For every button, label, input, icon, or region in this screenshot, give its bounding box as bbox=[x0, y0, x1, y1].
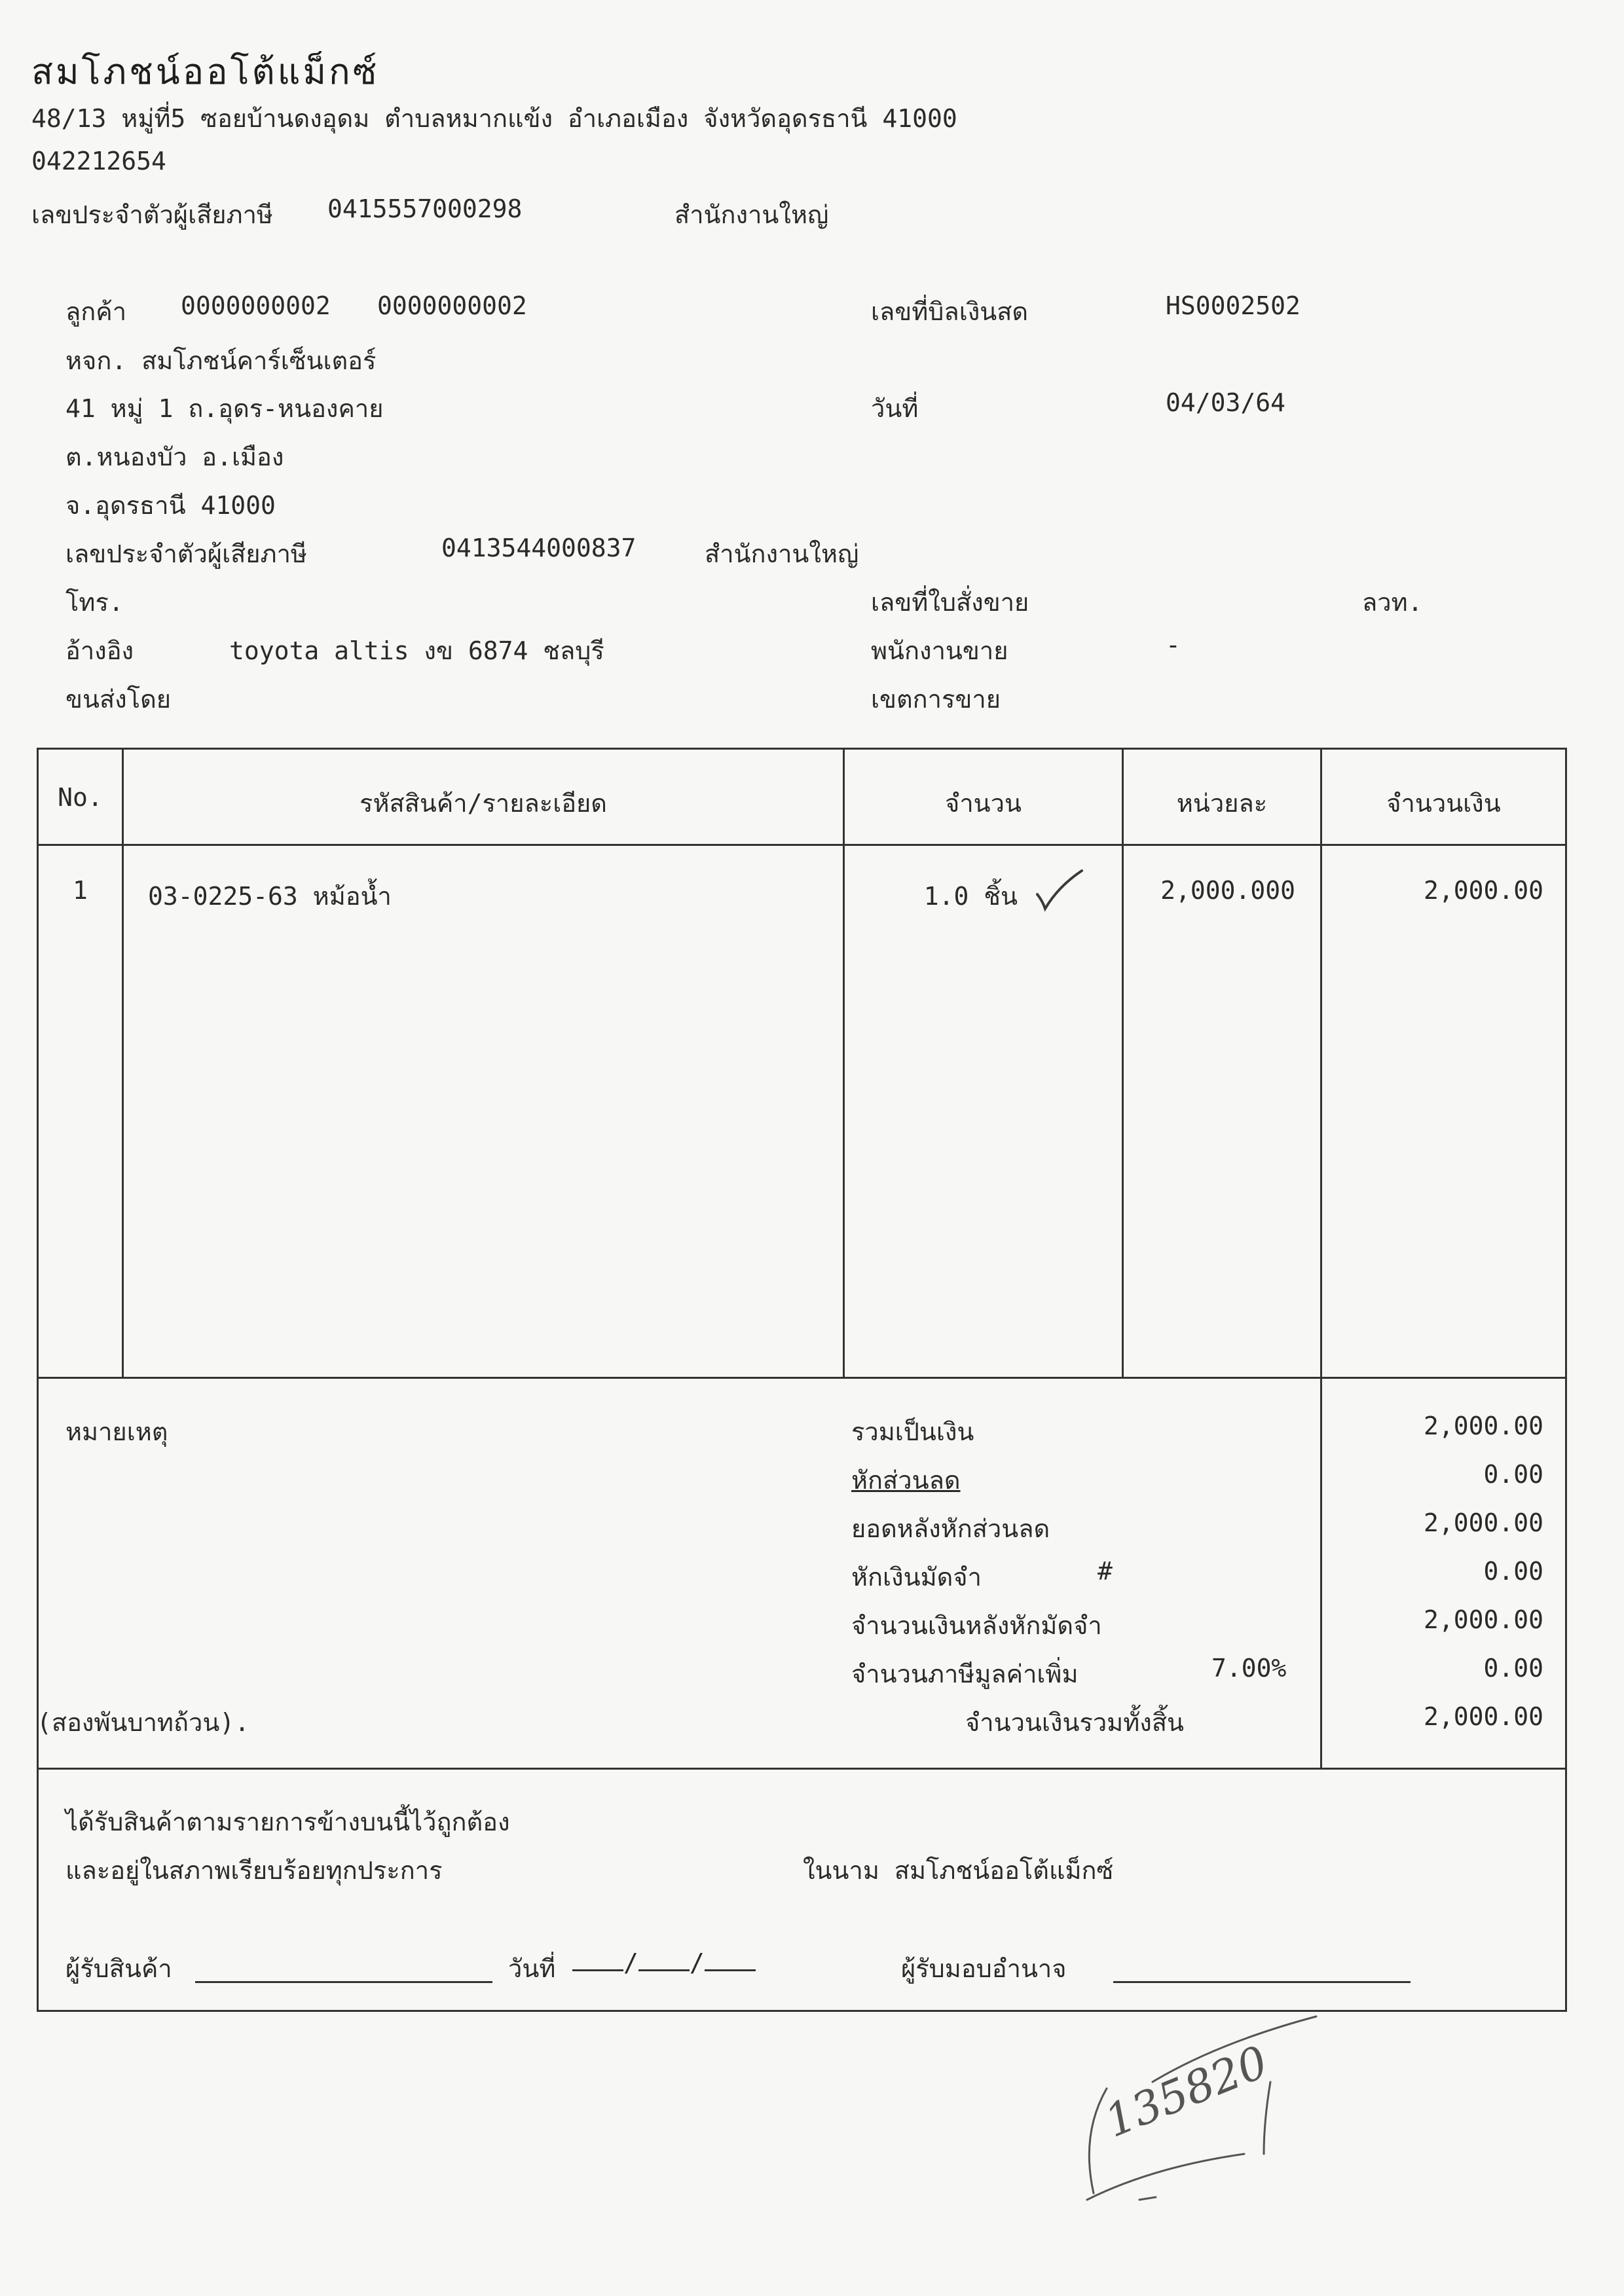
handwritten-note bbox=[1074, 2003, 1323, 2219]
customer-label: ลูกค้า bbox=[65, 297, 127, 326]
row-description: 03-0225-63 หม้อน้ำ bbox=[148, 882, 392, 911]
customer-address-2: ต.หนองบัว อ.เมือง bbox=[65, 443, 284, 471]
receiver-label: ผู้รับสินค้า bbox=[65, 1954, 172, 1983]
customer-address-3: จ.อุดรธานี 41000 bbox=[65, 491, 276, 520]
summary-label-after-discount: ยอดหลังหักส่วนลด bbox=[851, 1514, 1050, 1543]
checkmark-icon bbox=[1033, 868, 1086, 914]
svg-text:135820: 135820 bbox=[1098, 2036, 1276, 2148]
reference-value: toyota altis งข 6874 ชลบุรี bbox=[229, 636, 604, 665]
customer-code-1: 0000000002 bbox=[181, 291, 331, 320]
receive-date-blank: / / bbox=[572, 1948, 756, 1977]
summary-label-after-deposit: จำนวนเงินหลังหักมัดจำ bbox=[851, 1611, 1102, 1640]
summary-value-vat: 0.00 bbox=[1483, 1654, 1543, 1683]
amount-in-words: (สองพันบาทถ้วน). bbox=[37, 1708, 250, 1737]
bill-date-label: วันที่ bbox=[871, 394, 919, 423]
customer-branch: สำนักงานใหญ่ bbox=[705, 539, 859, 568]
summary-deposit-hash: # bbox=[1098, 1557, 1113, 1586]
summary-value-grand-total: 2,000.00 bbox=[1423, 1702, 1543, 1731]
customer-phone-label: โทร. bbox=[65, 588, 124, 617]
company-branch: สำนักงานใหญ่ bbox=[674, 200, 829, 229]
bill-date-value: 04/03/64 bbox=[1166, 388, 1286, 417]
row-no: 1 bbox=[73, 876, 88, 905]
sales-order-label: เลขที่ใบสั่งขาย bbox=[871, 588, 1029, 617]
salesperson-label: พนักงานขาย bbox=[871, 636, 1008, 665]
row-quantity: 1.0 ชิ้น bbox=[923, 882, 1018, 911]
company-phone: 042212654 bbox=[31, 147, 166, 175]
header-amount: จำนวนเงิน bbox=[1386, 789, 1501, 818]
salesperson-value: - bbox=[1166, 630, 1181, 659]
bill-no-value: HS0002502 bbox=[1166, 291, 1301, 320]
customer-tax-label: เลขประจำตัวผู้เสียภาษี bbox=[65, 539, 307, 568]
summary-value-total: 2,000.00 bbox=[1423, 1412, 1543, 1440]
company-address: 48/13 หมู่ที่5 ซอยบ้านดงอุดม ตำบลหมากแข้ง อำเภอเมือง จังหวัดอุดรธานี 41000 bbox=[31, 104, 957, 133]
header-quantity: จำนวน bbox=[945, 789, 1022, 818]
reference-label: อ้างอิง bbox=[65, 636, 134, 665]
sales-order-value: ลวท. bbox=[1362, 588, 1423, 617]
receiver-signature-line bbox=[195, 1961, 492, 1983]
authorized-label: ผู้รับมอบอำนาจ bbox=[901, 1954, 1067, 1983]
receive-date-label: วันที่ bbox=[508, 1954, 556, 1983]
customer-code-2: 0000000002 bbox=[377, 291, 527, 320]
summary-label-grand-total: จำนวนเงินรวมทั้งสิ้น bbox=[965, 1708, 1184, 1737]
header-description: รหัสสินค้า/รายละเอียด bbox=[360, 789, 607, 818]
company-name: สมโภชน์ออโต้แม็กซ์ bbox=[31, 51, 380, 92]
authorized-signature-line bbox=[1113, 1961, 1411, 1983]
on-behalf-text: ในนาม สมโภชน์ออโต้แม็กซ์ bbox=[803, 1856, 1114, 1885]
bill-no-label: เลขที่บิลเงินสด bbox=[871, 297, 1029, 326]
remark-label: หมายเหตุ bbox=[65, 1417, 168, 1446]
company-tax-id: 0415557000298 bbox=[327, 194, 523, 223]
received-text-1: ได้รับสินค้าตามรายการข้างบนนี้ไว้ถูกต้อง bbox=[65, 1808, 510, 1836]
customer-tax-id: 0413544000837 bbox=[441, 534, 637, 562]
row-amount: 2,000.00 bbox=[1423, 876, 1543, 905]
summary-label-discount: หักส่วนลด bbox=[851, 1466, 961, 1495]
summary-value-discount: 0.00 bbox=[1483, 1460, 1543, 1489]
shipping-label: ขนส่งโดย bbox=[65, 685, 172, 714]
header-no: No. bbox=[58, 783, 103, 812]
sales-area-label: เขตการขาย bbox=[871, 685, 1001, 714]
header-unit-price: หน่วยละ bbox=[1176, 789, 1268, 818]
received-text-2: และอยู่ในสภาพเรียบร้อยทุกประการ bbox=[65, 1856, 443, 1885]
summary-vat-rate: 7.00% bbox=[1211, 1654, 1287, 1683]
summary-value-after-deposit: 2,000.00 bbox=[1423, 1605, 1543, 1634]
summary-label-deposit: หักเงินมัดจำ bbox=[851, 1563, 982, 1592]
row-unit-price: 2,000.000 bbox=[1160, 876, 1295, 905]
summary-value-after-discount: 2,000.00 bbox=[1423, 1508, 1543, 1537]
customer-name: หจก. สมโภชน์คาร์เซ็นเตอร์ bbox=[65, 346, 377, 375]
customer-address-1: 41 หมู่ 1 ถ.อุดร-หนองคาย bbox=[65, 394, 384, 423]
summary-value-deposit: 0.00 bbox=[1483, 1557, 1543, 1586]
summary-label-total: รวมเป็นเงิน bbox=[851, 1417, 974, 1446]
company-tax-label: เลขประจำตัวผู้เสียภาษี bbox=[31, 200, 273, 229]
summary-label-vat: จำนวนภาษีมูลค่าเพิ่ม bbox=[851, 1660, 1079, 1688]
